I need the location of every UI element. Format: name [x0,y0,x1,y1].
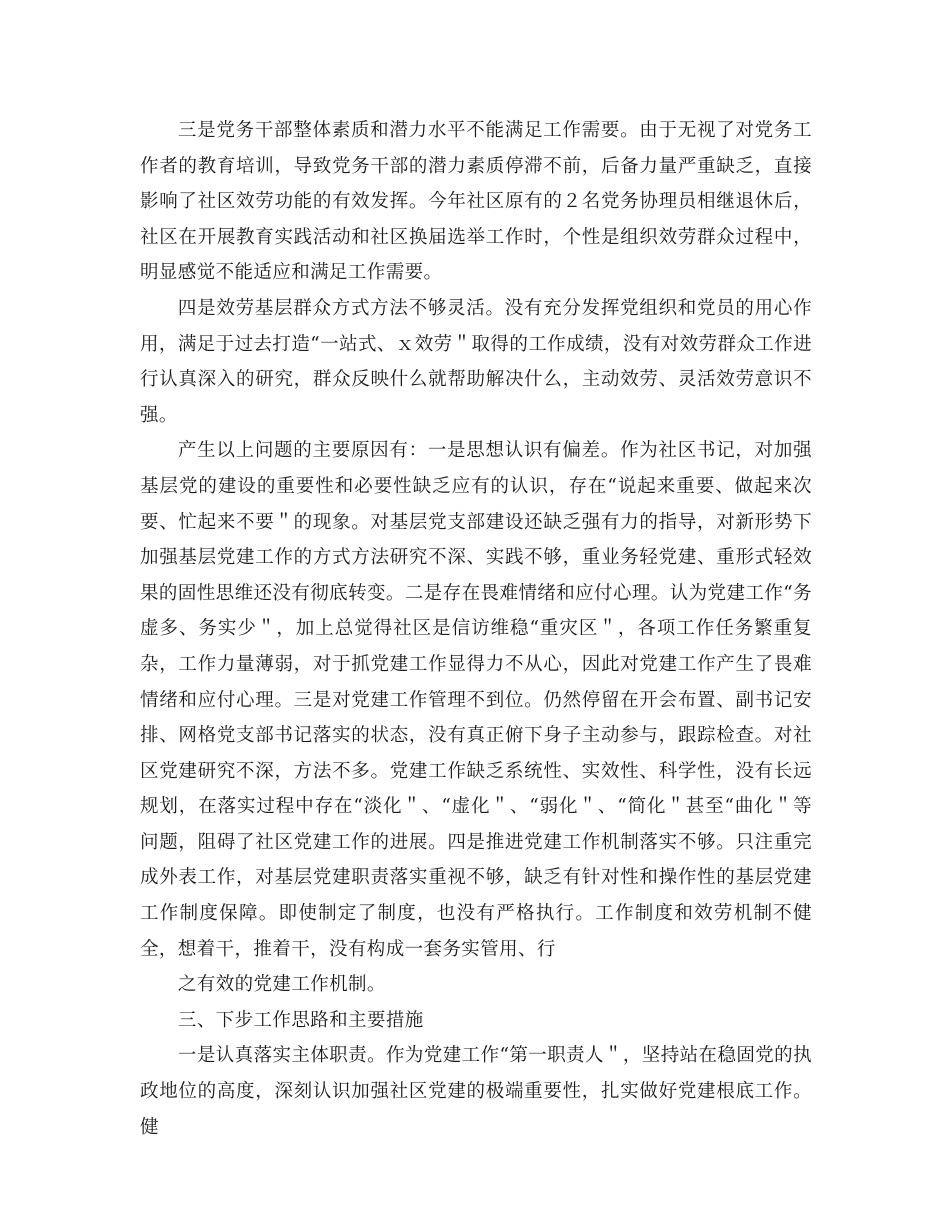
paragraph-mechanism-continuation: 之有效的党建工作机制。 [177,974,386,996]
paragraph-cadre-quality: 三是党务干部整体素质和潜力水平不能满足工作需要。由于无视了对党务工作者的教育培训，导致党务干部的潜力素质停滞不前，后备力量严重缺乏，直接影响了社区效劳功能的有效发挥。今年社区原有的２名党务协理员相继退休后，社区在开展教育实践活动和社区换届选举工作时，个性是组织效劳群众过程中，明显感觉不能适应和满足工作需要。 [140,120,812,284]
paragraph-root-causes: 产生以上问题的主要原因有：一是思想认识有偏差。作为社区书记，对加强基层党的建设的重要性和必要性缺乏应有的认识，存在“说起来重要、做起来次要、忙起来不要＂的现象。对基层党支部建设还缺乏强有力的指导，对新形势下加强基层党建工作的方式方法研究不深、实践不够，重业务轻党建、重形式轻效果的固性思维还没有彻底转变。二是存在畏难情绪和应付心理。认为党建工作“务虚多、务实少＂，加上总觉得社区是信访维稳“重灾区＂，各项工作任务繁重复杂，工作力量薄弱，对于抓党建工作显得力不从心，因此对党建工作产生了畏难情绪和应付心理。三是对党建工作管理不到位。仍然停留在开会布置、副书记安排、网格党支部书记落实的状态，没有真正俯下身子主动参与，跟踪检查。对社区党建研究不深，方法不多。党建工作缺乏系统性、实效性、科学性，没有长远规划，在落实过程中存在“淡化＂、“虚化＂、“弱化＂、“简化＂甚至“曲化＂等问题，阻碍了社区党建工作的进展。四是推进党建工作机制落实不够。只注重完成外表工作，对基层党建职责落实重视不够，缺乏有针对性和操作性的基层党建工作制度保障。即使制定了制度，也没有严格执行。工作制度和效劳机制不健全，想着干，推着干，没有构成一套务实管用、行 [140,440,812,960]
paragraph-service-methods: 四是效劳基层群众方式方法不够灵活。没有充分发挥党组织和党员的用心作用，满足于过去打造“一站式、ｘ效劳＂取得的工作成绩，没有对效劳群众工作进行认真深入的研究，群众反映什么就帮助解决什么，主动效劳、灵活效劳意识不强。 [140,297,812,426]
section-heading-next-steps: 三、下步工作思路和主要措施 [177,1009,424,1031]
paragraph-main-responsibility: 一是认真落实主体职责。作为党建工作“第一职责人＂，坚持站在稳固党的执政地位的高度，深刻认识加强社区党建的极端重要性，扎实做好党建根底工作。健 [140,1045,812,1138]
document-body [140,113,812,1145]
